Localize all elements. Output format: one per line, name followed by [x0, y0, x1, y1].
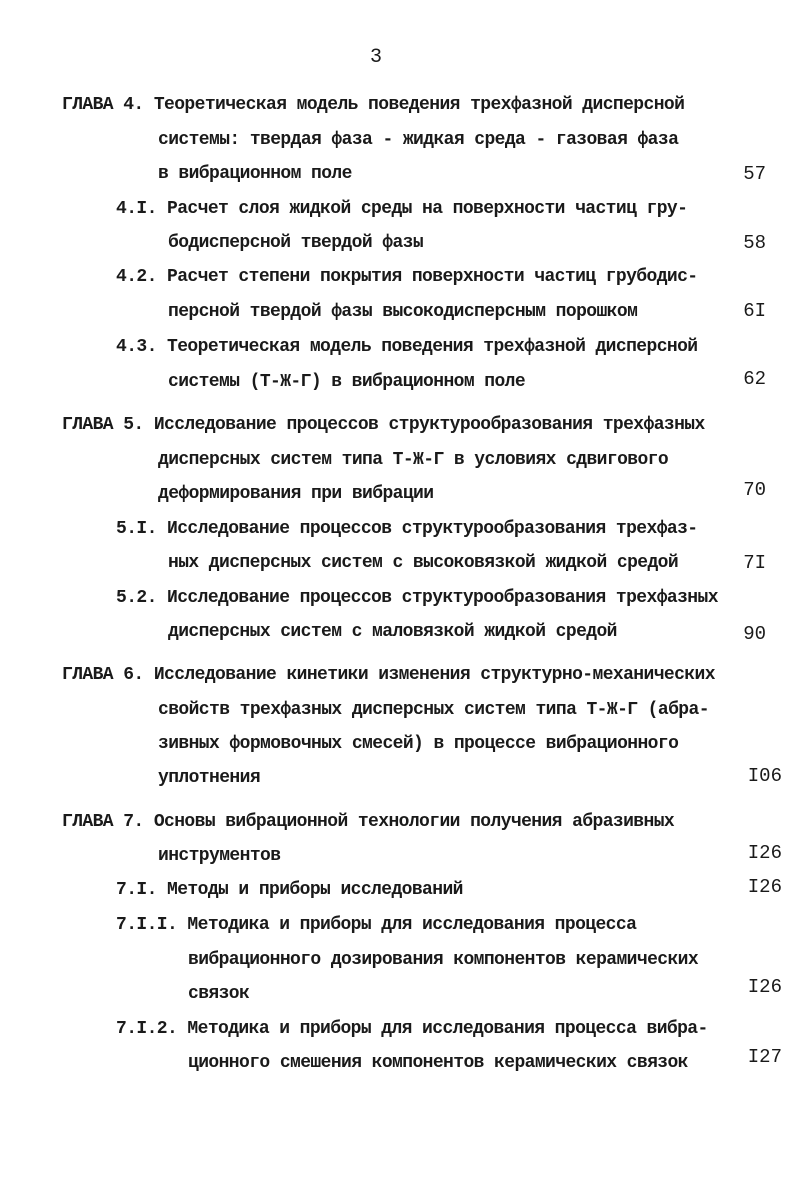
toc-page-ref: 6I [743, 300, 766, 322]
toc-page-ref: 90 [743, 623, 766, 645]
toc-line: ГЛАВА 5. Исследование процессов структурообразования трехфазных [62, 415, 705, 435]
toc-line: 4.3. Теоретическая модель поведения трехфазной дисперсной [116, 337, 698, 357]
toc-line: в вибрационном поле [158, 164, 352, 184]
toc-line: 5.2. Исследование процессов структурообразования трехфазных [116, 588, 718, 608]
toc-line: ГЛАВА 7. Основы вибрационной технологии получения абразивных [62, 812, 675, 832]
toc-line: ционного смешения компонентов керамических связок [188, 1053, 688, 1073]
toc-line: дисперсных систем типа Т-Ж-Г в условиях сдвигового [158, 450, 669, 470]
toc-line: деформирования при вибрации [158, 484, 434, 504]
toc-page-ref: I26 [747, 842, 782, 864]
toc-line: 4.I. Расчет слоя жидкой среды на поверхности частиц гру- [116, 199, 688, 219]
toc-line: вибрационного дозирования компонентов керамических [188, 950, 699, 970]
toc-line: 4.2. Расчет степени покрытия поверхности частиц грубодис- [116, 267, 698, 287]
toc-line: системы: твердая фаза - жидкая среда - газовая фаза [158, 130, 679, 150]
toc-page-ref: 58 [743, 232, 766, 254]
toc-line: ГЛАВА 6. Исследование кинетики изменения структурно-механических [62, 665, 715, 685]
toc-line: ных дисперсных систем с высоковязкой жидкой средой [168, 553, 679, 573]
toc-page-ref: 62 [743, 368, 766, 390]
toc-line: инструментов [158, 846, 281, 866]
toc-line: 7.I.2. Методика и приборы для исследования процесса вибра- [116, 1019, 708, 1039]
toc-page-ref: I26 [747, 876, 782, 898]
toc-line: уплотнения [158, 768, 261, 788]
toc-line: связок [188, 984, 250, 1004]
toc-line: 5.I. Исследование процессов структурообразования трехфаз- [116, 519, 698, 539]
toc-line: 7.I.I. Методика и приборы для исследования процесса [116, 915, 637, 935]
toc-line: дисперсных систем с маловязкой жидкой средой [168, 622, 617, 642]
toc-page-ref: 70 [743, 479, 766, 501]
toc-page-ref: I06 [747, 765, 782, 787]
toc-line: зивных формовочных смесей) в процессе вибрационного [158, 734, 679, 754]
toc-page-ref: 57 [743, 163, 766, 185]
toc-page-ref: I27 [747, 1046, 782, 1068]
toc-line: системы (Т-Ж-Г) в вибрационном поле [168, 372, 526, 392]
toc-page-ref: 7I [743, 552, 766, 574]
toc-line: свойств трехфазных дисперсных систем типа Т-Ж-Г (абра- [158, 700, 709, 720]
page-number: 3 [370, 46, 383, 69]
toc-page-ref: I26 [747, 976, 782, 998]
toc-line: 7.I. Методы и приборы исследований [116, 880, 463, 900]
toc-line: ГЛАВА 4. Теоретическая модель поведения трехфазной дисперсной [62, 95, 685, 115]
toc-line: бодисперсной твердой фазы [168, 233, 424, 253]
toc-line: персной твердой фазы высокодисперсным порошком [168, 302, 638, 322]
